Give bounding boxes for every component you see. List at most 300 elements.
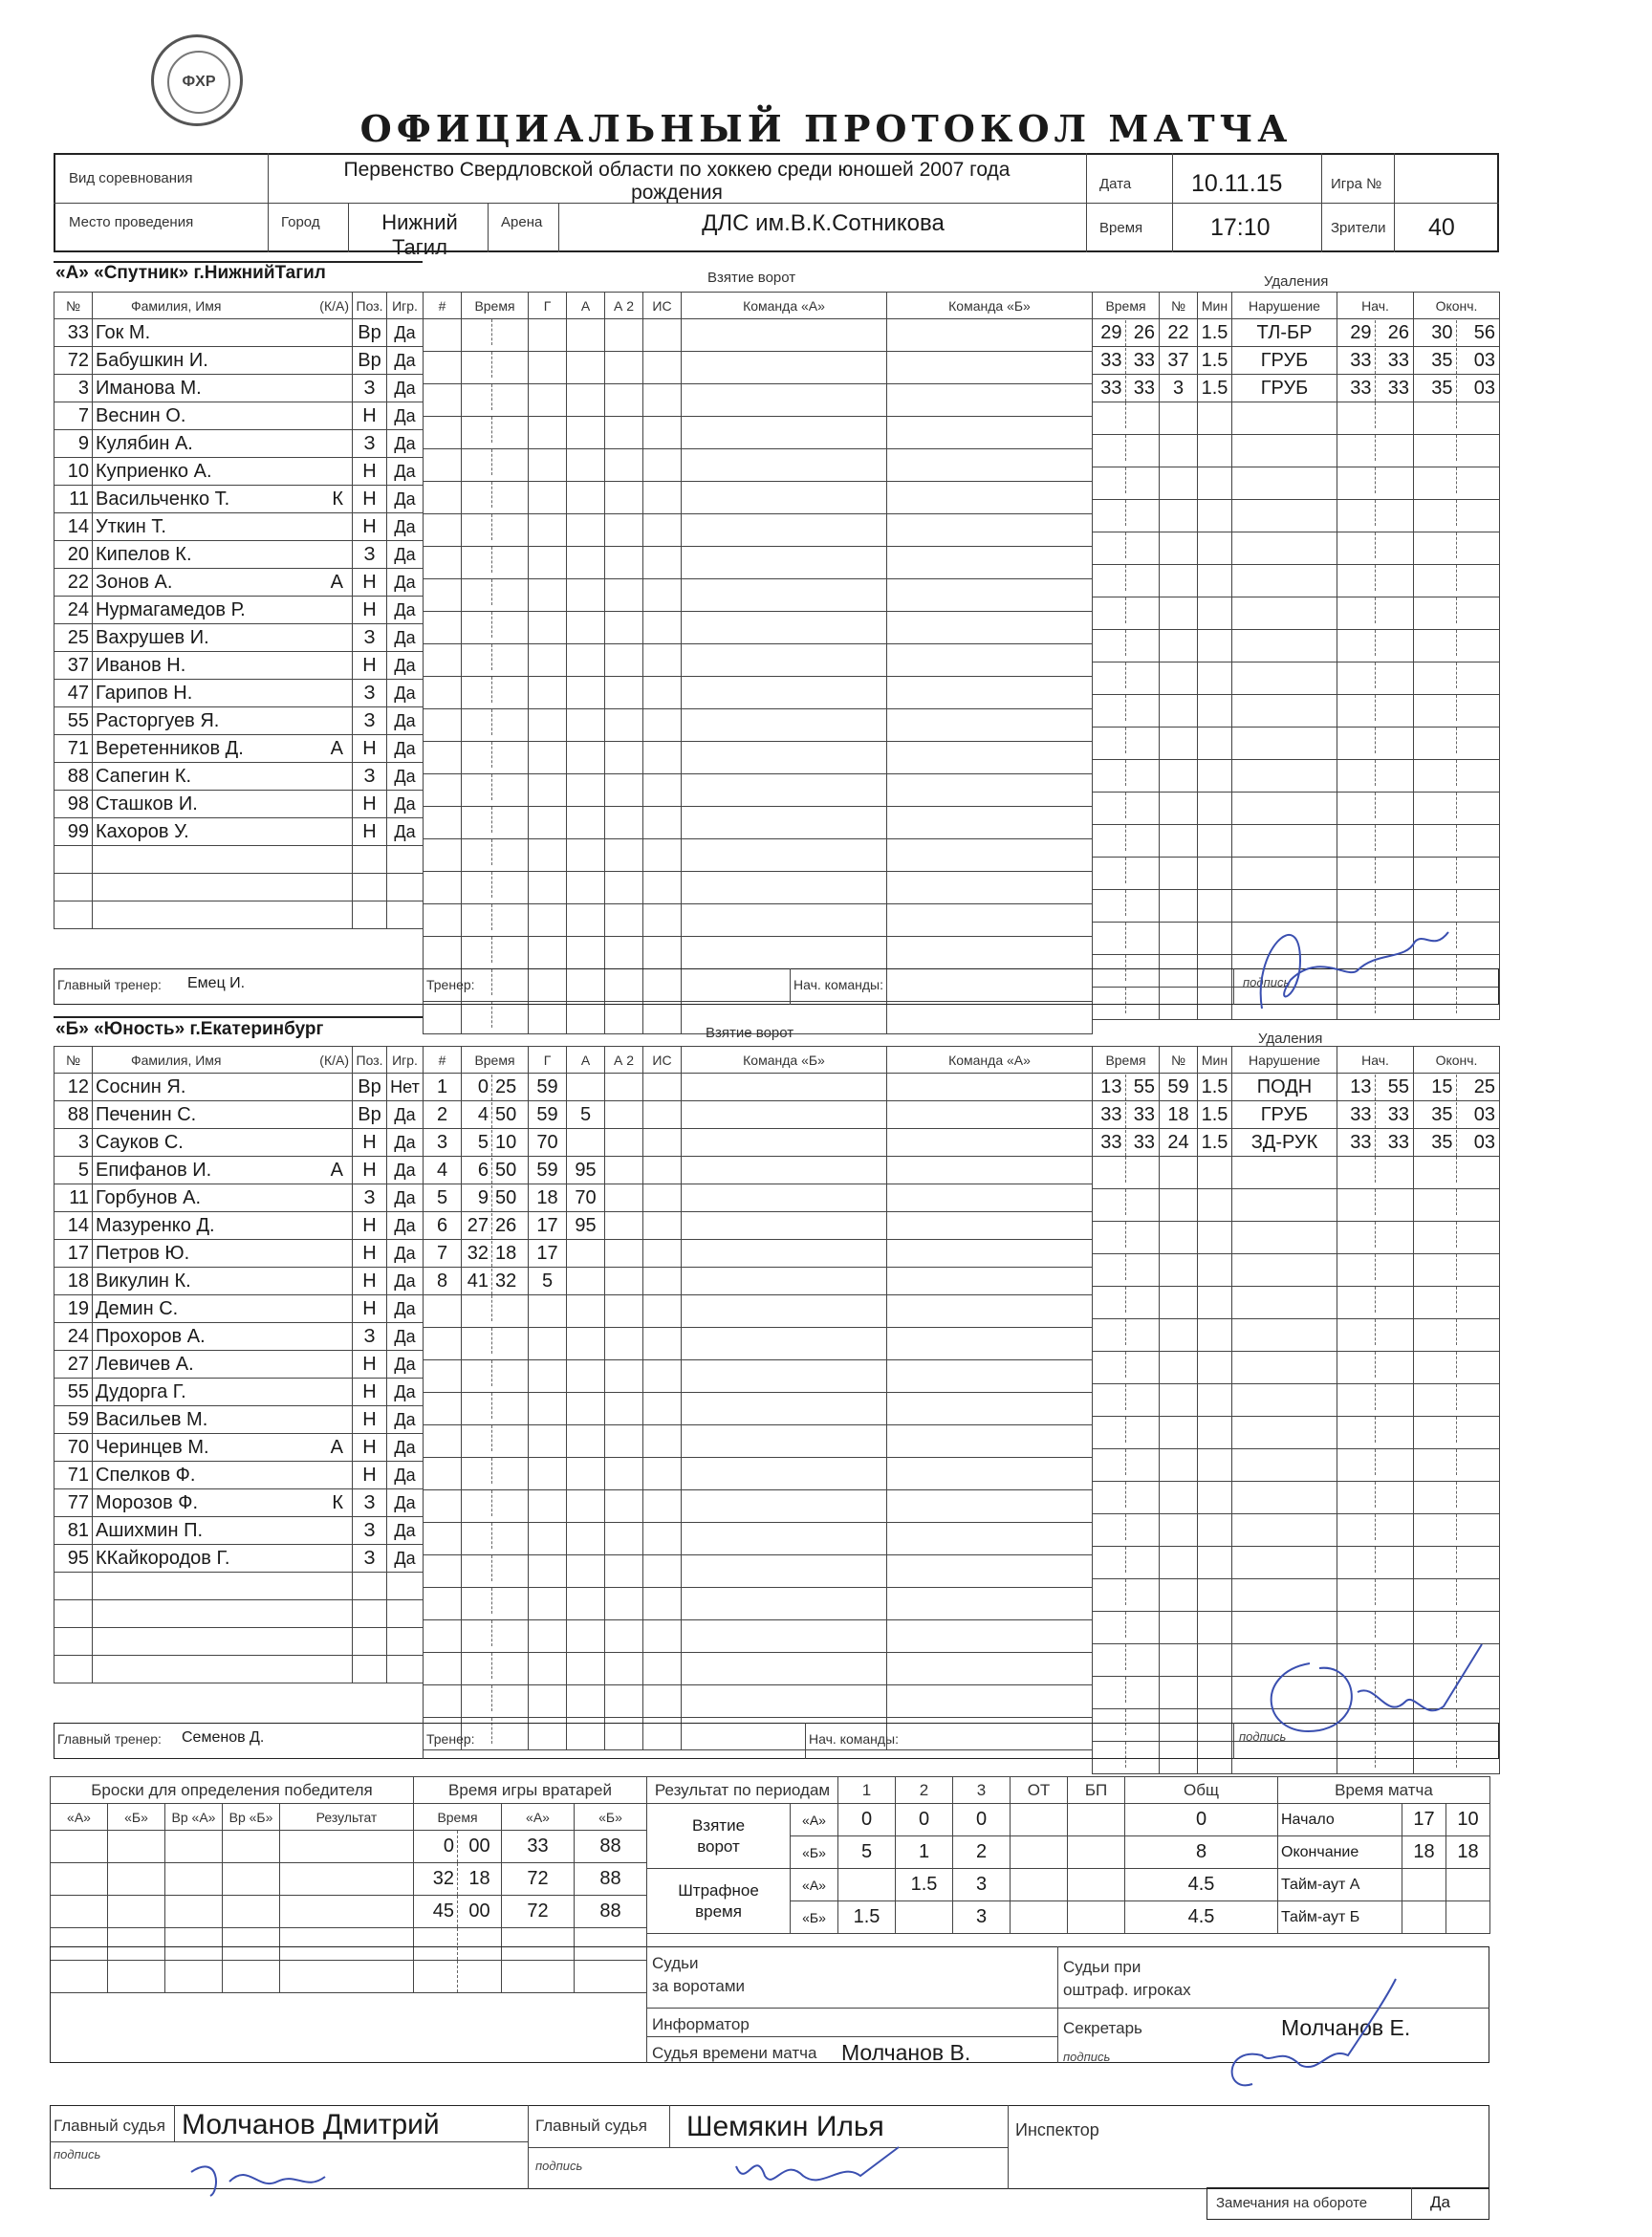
seal-text: ФХР bbox=[167, 51, 230, 114]
pen-end-min bbox=[1414, 532, 1457, 558]
lineup-a-cell bbox=[682, 644, 887, 677]
result-row-label-line: Штрафное bbox=[678, 1880, 759, 1900]
table-row bbox=[1093, 565, 1500, 597]
pen-end-header: Оконч. bbox=[1414, 293, 1500, 319]
goal-number bbox=[424, 904, 462, 937]
pen-start-min bbox=[1337, 532, 1376, 558]
pen-time-min bbox=[1093, 1677, 1126, 1703]
period-results-table bbox=[646, 1776, 1278, 1934]
pen-violation bbox=[1232, 793, 1337, 825]
result-value bbox=[838, 1869, 896, 1901]
goal-time-minutes bbox=[462, 1458, 492, 1484]
pen-start bbox=[1337, 1222, 1414, 1254]
player-number bbox=[54, 901, 93, 929]
pen-minutes bbox=[1198, 1514, 1232, 1547]
player-played: Да bbox=[387, 1268, 424, 1295]
goal-time-minutes bbox=[462, 384, 492, 410]
pen-start bbox=[1337, 565, 1414, 597]
goal-time-minutes: 4 bbox=[462, 1102, 492, 1128]
pen-end-min bbox=[1414, 500, 1457, 526]
pen-player-no bbox=[1160, 923, 1198, 955]
team-a-coach-label: Главный тренер: bbox=[57, 977, 162, 992]
goal-assist2 bbox=[605, 1002, 643, 1034]
pen-end-min bbox=[1414, 825, 1457, 851]
pen-end bbox=[1414, 760, 1500, 793]
table-row bbox=[54, 1406, 424, 1434]
pen-player-no bbox=[1160, 1417, 1198, 1449]
goal-assist bbox=[567, 1555, 605, 1588]
roster-ka-header: (К/А) bbox=[319, 1052, 349, 1068]
player-number: 12 bbox=[54, 1074, 93, 1101]
goal-time-header: Время bbox=[462, 1047, 529, 1074]
goal-assist bbox=[567, 1685, 605, 1718]
player-name bbox=[93, 735, 353, 763]
goal-assist bbox=[567, 807, 605, 839]
player-number: 55 bbox=[54, 1379, 93, 1406]
pen-minutes bbox=[1198, 662, 1232, 695]
table-row bbox=[1093, 1074, 1500, 1101]
goal-time-minutes bbox=[462, 644, 492, 670]
lineup-b-cell bbox=[887, 1393, 1093, 1425]
pen-time-min bbox=[1093, 1384, 1126, 1410]
results-title: Результат по периодам bbox=[647, 1777, 838, 1804]
pen-time-min bbox=[1093, 923, 1126, 948]
pen-minutes bbox=[1198, 500, 1232, 532]
table-row bbox=[424, 547, 1093, 579]
goal-scorer bbox=[529, 1425, 567, 1458]
lineup-b-cell bbox=[887, 1157, 1093, 1184]
goal-scorer bbox=[529, 449, 567, 482]
table-row bbox=[424, 1328, 1093, 1360]
pen-time-min bbox=[1093, 1417, 1126, 1443]
goal-scorer: 70 bbox=[529, 1129, 567, 1157]
team-b-coach-label: Главный тренер: bbox=[57, 1731, 162, 1747]
player-name-text: Веретенников Д. bbox=[96, 737, 244, 759]
goal-time bbox=[462, 644, 529, 677]
pen-player-no bbox=[1160, 565, 1198, 597]
lineup-b-cell bbox=[887, 1360, 1093, 1393]
result-row-label-line: Взятие bbox=[691, 1815, 746, 1835]
pen-violation bbox=[1232, 760, 1337, 793]
pen-time-min bbox=[1093, 630, 1126, 656]
goal-time-seconds: 10 bbox=[495, 1131, 517, 1153]
player-played: Да bbox=[387, 1212, 424, 1240]
shootout-cell bbox=[165, 1831, 223, 1863]
table-row bbox=[54, 624, 424, 652]
goal-assist bbox=[567, 1002, 605, 1034]
pen-time-min bbox=[1093, 662, 1126, 688]
pen-start bbox=[1337, 1157, 1414, 1189]
pen-time-sec: 55 bbox=[1133, 1075, 1155, 1097]
pen-start bbox=[1337, 597, 1414, 630]
table-row bbox=[1093, 662, 1500, 695]
goal-assist2 bbox=[605, 1458, 643, 1490]
pen-violation bbox=[1232, 1514, 1337, 1547]
ref2-signature bbox=[727, 2138, 918, 2204]
team-a-signature bbox=[1243, 894, 1472, 1047]
table-row bbox=[1093, 1157, 1500, 1189]
player-number: 14 bbox=[54, 1212, 93, 1240]
goal-assist bbox=[567, 937, 605, 969]
goal-number bbox=[424, 1523, 462, 1555]
player-number: 95 bbox=[54, 1545, 93, 1573]
table-row bbox=[54, 1212, 424, 1240]
timeout-b-label: Тайм-аут Б bbox=[1278, 1901, 1402, 1934]
goal-time bbox=[462, 1653, 529, 1685]
pen-player-no bbox=[1160, 500, 1198, 532]
pen-player-no bbox=[1160, 1157, 1198, 1189]
result-value: 5 bbox=[838, 1836, 896, 1869]
goal-time-minutes bbox=[462, 1490, 492, 1516]
player-position: Вр bbox=[353, 319, 387, 347]
shootout-cell bbox=[223, 1831, 280, 1863]
match-time: 17:10 bbox=[1210, 214, 1271, 241]
goal-situation bbox=[643, 1523, 682, 1555]
pen-start bbox=[1337, 793, 1414, 825]
pen-end-min bbox=[1414, 467, 1457, 493]
pen-end-min bbox=[1414, 1417, 1457, 1443]
pen-time-min: 33 bbox=[1093, 1130, 1126, 1156]
goal-assist2 bbox=[605, 1240, 643, 1268]
player-played: Да bbox=[387, 1406, 424, 1434]
pen-time bbox=[1093, 630, 1160, 662]
player-name bbox=[93, 1489, 353, 1517]
pen-start bbox=[1337, 695, 1414, 728]
goal-time-header: Время bbox=[462, 293, 529, 319]
goal-assist bbox=[567, 352, 605, 384]
result-value bbox=[1068, 1804, 1125, 1836]
pen-end bbox=[1414, 597, 1500, 630]
pen-player-no bbox=[1160, 662, 1198, 695]
goal-time bbox=[462, 1074, 529, 1101]
goal-scorer: 59 bbox=[529, 1157, 567, 1184]
goal-assist bbox=[567, 677, 605, 709]
pen-start-min bbox=[1337, 1189, 1376, 1215]
result-value: 0 bbox=[953, 1804, 1011, 1836]
lineup-a-cell bbox=[682, 839, 887, 872]
goal-scorer bbox=[529, 709, 567, 742]
pen-end bbox=[1414, 1319, 1500, 1352]
goal-time-minutes bbox=[462, 1653, 492, 1679]
goal-situation bbox=[643, 1588, 682, 1620]
pen-time bbox=[1093, 1254, 1160, 1287]
goal-time bbox=[462, 1240, 529, 1268]
pen-start-min bbox=[1337, 1222, 1376, 1248]
pen-start bbox=[1337, 1319, 1414, 1352]
goal-assist bbox=[567, 482, 605, 514]
goal-time-minutes bbox=[462, 612, 492, 638]
pen-start bbox=[1337, 630, 1414, 662]
table-row bbox=[54, 1157, 424, 1184]
pen-start bbox=[1337, 1417, 1414, 1449]
goal-assist2 bbox=[605, 1555, 643, 1588]
pen-player-no: 59 bbox=[1160, 1074, 1198, 1101]
goal-time-minutes: 27 bbox=[462, 1213, 492, 1239]
goal-scorer bbox=[529, 1555, 567, 1588]
pen-minutes bbox=[1198, 858, 1232, 890]
goal-number: 4 bbox=[424, 1157, 462, 1184]
pen-minutes bbox=[1198, 728, 1232, 760]
goal-scorer bbox=[529, 482, 567, 514]
player-played: Да bbox=[387, 1323, 424, 1351]
pen-start bbox=[1337, 1101, 1414, 1129]
goal-time-minutes: 6 bbox=[462, 1158, 492, 1184]
player-name: Мазуренко Д. bbox=[93, 1212, 353, 1240]
pen-start-sec: 33 bbox=[1387, 1131, 1409, 1153]
pen-player-no bbox=[1160, 695, 1198, 728]
pen-time-min bbox=[1093, 402, 1126, 428]
lineup-a-cell bbox=[682, 547, 887, 579]
table-row bbox=[424, 417, 1093, 449]
goals-title-a: Взятие ворот bbox=[707, 270, 796, 286]
pen-start-min bbox=[1337, 435, 1376, 461]
goal-assist2 bbox=[605, 709, 643, 742]
player-position: Н bbox=[353, 458, 387, 486]
player-name: Кипелов К. bbox=[93, 541, 353, 569]
table-header-row bbox=[54, 293, 424, 319]
pen-time bbox=[1093, 375, 1160, 402]
goal-scorer bbox=[529, 1490, 567, 1523]
player-played bbox=[387, 1600, 424, 1628]
player-name: Расторгуев Я. bbox=[93, 707, 353, 735]
player-position: З bbox=[353, 1545, 387, 1573]
pen-violation bbox=[1232, 1189, 1337, 1222]
player-name: Левичев А. bbox=[93, 1351, 353, 1379]
goal-assist bbox=[567, 1360, 605, 1393]
player-played: Да bbox=[387, 1157, 424, 1184]
pen-time-sec: 26 bbox=[1133, 321, 1155, 343]
table-row bbox=[54, 791, 424, 818]
player-position bbox=[353, 874, 387, 901]
table-row bbox=[1093, 1189, 1500, 1222]
player-position: Вр bbox=[353, 1074, 387, 1101]
pen-start-sec: 33 bbox=[1387, 1103, 1409, 1125]
goal-assist2 bbox=[605, 1268, 643, 1295]
player-played bbox=[387, 846, 424, 874]
pen-minutes bbox=[1198, 1157, 1232, 1189]
table-row bbox=[1093, 1579, 1500, 1612]
team-b-trainer-label: Тренер: bbox=[426, 1731, 475, 1747]
gk-a: 72 bbox=[502, 1896, 575, 1928]
lineup-a-cell bbox=[682, 319, 887, 352]
player-name: Васильев М. bbox=[93, 1406, 353, 1434]
pen-start-min: 33 bbox=[1337, 376, 1376, 402]
pen-violation: ПОДН bbox=[1232, 1074, 1337, 1101]
player-name-text: Черинцев М. bbox=[96, 1436, 209, 1458]
table-row bbox=[51, 1863, 414, 1896]
pen-time bbox=[1093, 1074, 1160, 1101]
lineup-b-cell bbox=[887, 1212, 1093, 1240]
city-label: Город bbox=[281, 214, 320, 230]
pen-end-sec: 03 bbox=[1473, 377, 1495, 399]
pen-start-min bbox=[1337, 1547, 1376, 1573]
pen-violation bbox=[1232, 1319, 1337, 1352]
pen-start-min bbox=[1337, 1449, 1376, 1475]
gk-time-sec: 00 bbox=[458, 1896, 502, 1928]
result-team-label: «Б» bbox=[791, 1901, 838, 1934]
goal-assist2-header: А 2 bbox=[605, 1047, 643, 1074]
player-played: Да bbox=[387, 1240, 424, 1268]
pen-start bbox=[1337, 375, 1414, 402]
pen-time bbox=[1093, 695, 1160, 728]
pen-end-min: 35 bbox=[1414, 348, 1457, 374]
player-played: Да bbox=[387, 1351, 424, 1379]
table-row bbox=[54, 1101, 424, 1129]
player-played: Да bbox=[387, 430, 424, 458]
goal-time bbox=[462, 1184, 529, 1212]
player-name bbox=[93, 486, 353, 513]
player-name: Петров Ю. bbox=[93, 1240, 353, 1268]
lineup-a-cell bbox=[682, 1360, 887, 1393]
result-value: 1.5 bbox=[896, 1869, 953, 1901]
result-team-label: «А» bbox=[791, 1804, 838, 1836]
player-name: Демин С. bbox=[93, 1295, 353, 1323]
roster-name-header: Фамилия, Имя (К/А) bbox=[93, 293, 353, 319]
lineup-b-cell bbox=[887, 1490, 1093, 1523]
pen-start bbox=[1337, 1514, 1414, 1547]
goal-time-minutes bbox=[462, 1685, 492, 1711]
result-value: 2 bbox=[953, 1836, 1011, 1869]
pen-end bbox=[1414, 1514, 1500, 1547]
goal-time bbox=[462, 482, 529, 514]
goal-time-seconds: 50 bbox=[495, 1103, 517, 1125]
pen-end-min bbox=[1414, 662, 1457, 688]
goal-number bbox=[424, 384, 462, 417]
lineup-a-cell bbox=[682, 1685, 887, 1718]
pen-time bbox=[1093, 565, 1160, 597]
player-played bbox=[387, 901, 424, 929]
pen-end-min bbox=[1414, 565, 1457, 591]
pen-minutes bbox=[1198, 1352, 1232, 1384]
goal-assist2 bbox=[605, 1074, 643, 1101]
lineup-a-header: Команда «А» bbox=[682, 293, 887, 319]
lineup-b-cell bbox=[887, 1101, 1093, 1129]
result-row-label-line: ворот bbox=[697, 1836, 740, 1856]
table-row bbox=[414, 1831, 647, 1863]
pen-end bbox=[1414, 435, 1500, 467]
player-position: З bbox=[353, 375, 387, 402]
player-position: З bbox=[353, 541, 387, 569]
pen-time-header: Время bbox=[1093, 1047, 1160, 1074]
table-row bbox=[1093, 375, 1500, 402]
pen-violation bbox=[1232, 825, 1337, 858]
goal-time-minutes bbox=[462, 1002, 492, 1028]
table-row bbox=[54, 818, 424, 846]
player-played: Да bbox=[387, 652, 424, 680]
result-row-label bbox=[647, 1804, 791, 1869]
goal-time-seconds: 50 bbox=[495, 1186, 517, 1208]
goal-time-minutes bbox=[462, 482, 492, 508]
goal-time-minutes bbox=[462, 417, 492, 443]
pen-end bbox=[1414, 858, 1500, 890]
table-row bbox=[1093, 1101, 1500, 1129]
player-name bbox=[93, 846, 353, 874]
table-row bbox=[424, 612, 1093, 644]
lineup-b-cell bbox=[887, 644, 1093, 677]
pen-time bbox=[1093, 1352, 1160, 1384]
player-played bbox=[387, 1628, 424, 1656]
roster-ka-header: (К/А) bbox=[319, 297, 349, 314]
pen-time-min: 13 bbox=[1093, 1075, 1126, 1100]
goal-judges-label-1: Судьи bbox=[652, 1954, 699, 1972]
pen-end bbox=[1414, 1157, 1500, 1189]
player-played: Да bbox=[387, 818, 424, 846]
goal-assist bbox=[567, 417, 605, 449]
pen-end bbox=[1414, 630, 1500, 662]
pen-violation bbox=[1232, 1384, 1337, 1417]
player-played: Да bbox=[387, 375, 424, 402]
pen-start bbox=[1337, 728, 1414, 760]
goal-number bbox=[424, 1620, 462, 1653]
player-position: Н bbox=[353, 402, 387, 430]
result-value: 0 bbox=[896, 1804, 953, 1836]
goal-time bbox=[462, 1002, 529, 1034]
goal-number bbox=[424, 742, 462, 774]
lineup-a-cell bbox=[682, 1184, 887, 1212]
player-number: 55 bbox=[54, 707, 93, 735]
player-name: Куприенко А. bbox=[93, 458, 353, 486]
table-row bbox=[54, 1240, 424, 1268]
goal-situation bbox=[643, 1328, 682, 1360]
goal-scorer bbox=[529, 384, 567, 417]
player-played: Да bbox=[387, 1517, 424, 1545]
goal-situation bbox=[643, 1620, 682, 1653]
lineup-b-header: Команда «Б» bbox=[887, 293, 1093, 319]
goal-situation bbox=[643, 1393, 682, 1425]
player-number: 37 bbox=[54, 652, 93, 680]
player-played: Да bbox=[387, 707, 424, 735]
goal-num-header: # bbox=[424, 293, 462, 319]
lineup-b-cell bbox=[887, 1685, 1093, 1718]
result-team-label: «А» bbox=[791, 1869, 838, 1901]
goal-assist2-header: А 2 bbox=[605, 293, 643, 319]
pen-end-min: 15 bbox=[1414, 1075, 1457, 1100]
lineup-a-cell bbox=[682, 774, 887, 807]
goal-time bbox=[462, 547, 529, 579]
player-number: 19 bbox=[54, 1295, 93, 1323]
player-name: Сауков С. bbox=[93, 1129, 353, 1157]
goal-scorer bbox=[529, 839, 567, 872]
table-row bbox=[424, 904, 1093, 937]
pen-start bbox=[1337, 858, 1414, 890]
player-played: Да bbox=[387, 402, 424, 430]
table-row bbox=[1093, 319, 1500, 347]
lineup-a-cell bbox=[682, 1157, 887, 1184]
pen-violation bbox=[1232, 1417, 1337, 1449]
pen-time bbox=[1093, 1417, 1160, 1449]
pen-player-no bbox=[1160, 1677, 1198, 1709]
result-team-label: «Б» bbox=[791, 1836, 838, 1869]
lineup-a-cell bbox=[682, 1620, 887, 1653]
goal-assist2 bbox=[605, 1295, 643, 1328]
roster-play-header: Игр. bbox=[387, 1047, 424, 1074]
pen-end-min bbox=[1414, 630, 1457, 656]
table-row bbox=[54, 680, 424, 707]
lineup-a-cell bbox=[682, 1653, 887, 1685]
team-b-coach: Семенов Д. bbox=[182, 1729, 265, 1746]
goal-scorer: 17 bbox=[529, 1240, 567, 1268]
pen-end bbox=[1414, 467, 1500, 500]
pen-minutes bbox=[1198, 793, 1232, 825]
lineup-a-cell bbox=[682, 1268, 887, 1295]
player-name bbox=[93, 901, 353, 929]
page-title: ОФИЦИАЛЬНЫЙ ПРОТОКОЛ МАТЧА bbox=[359, 107, 1293, 150]
pen-end bbox=[1414, 1579, 1500, 1612]
goal-assist2 bbox=[605, 612, 643, 644]
pen-minutes bbox=[1198, 825, 1232, 858]
pen-start bbox=[1337, 467, 1414, 500]
table-row bbox=[1093, 1482, 1500, 1514]
